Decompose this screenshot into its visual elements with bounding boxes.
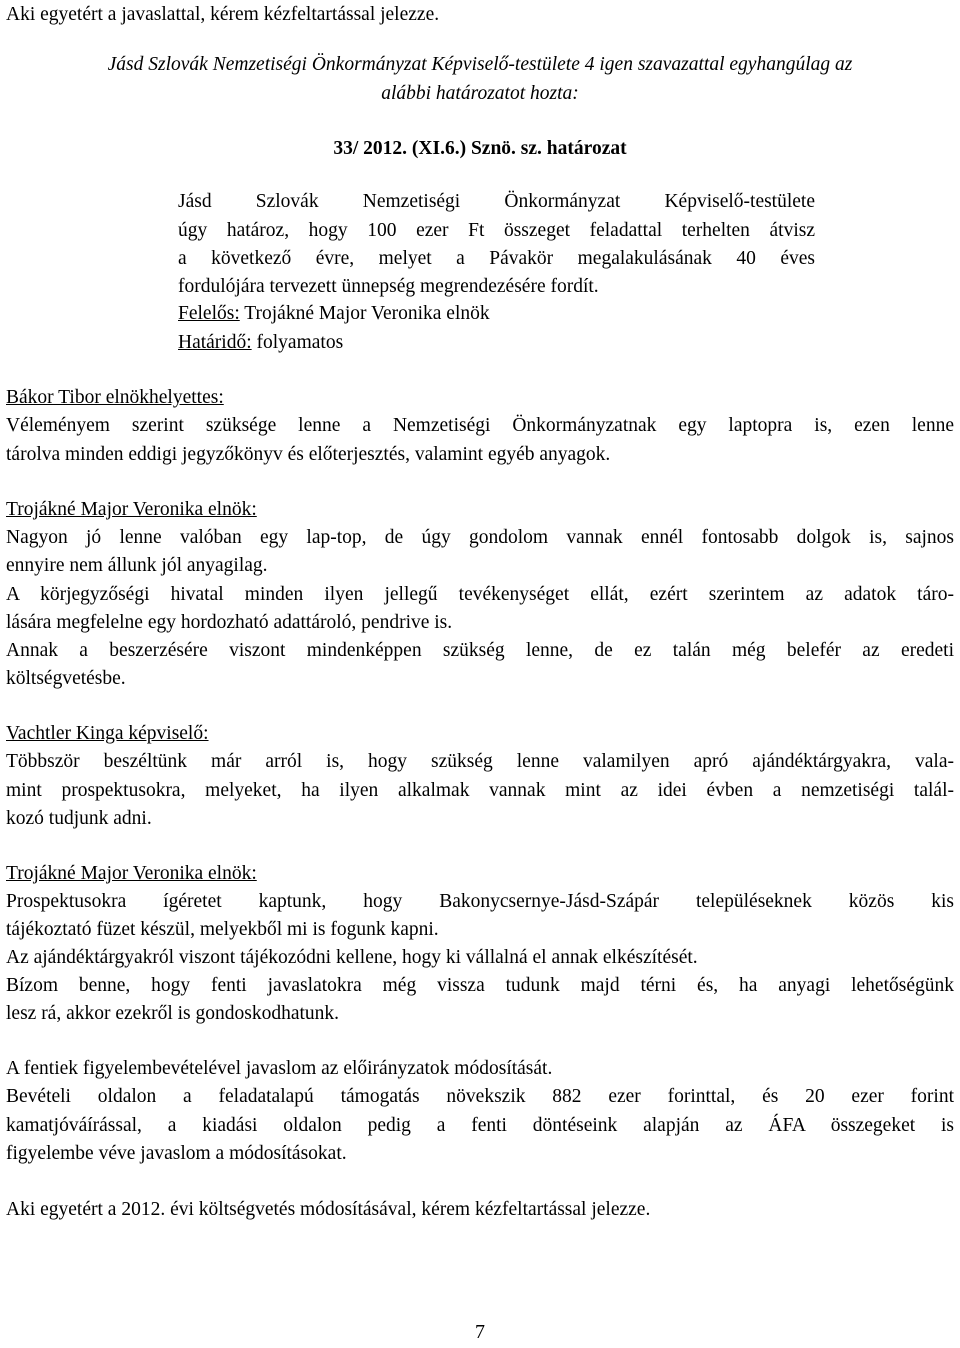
resolution-line: a következő évre, melyet a Pávakör megalakulásának 40 éves: [178, 248, 815, 269]
vote-result-line: Jásd Szlovák Nemzetiségi Önkormányzat Képviselő-testülete 4 igen szavazattal egyhangúlag az: [107, 54, 853, 75]
speech-line: A körjegyzőségi hivatal minden ilyen jellegű tevékenységet ellát, ezért szerintem az adatok táro-: [6, 584, 954, 605]
speech-line: Bevételi oldalon a feladatalapú támogatás növekszik 882 ezer forinttal, és 20 ezer forint: [6, 1086, 954, 1107]
deadline-value: folyamatos: [251, 332, 344, 353]
speech-line: A fentiek figyelembevételével javaslom az előirányzatok módosítását.: [6, 1058, 553, 1079]
intro-line: Aki egyetért a javaslattal, kérem kézfeltartással jelezze.: [6, 4, 440, 25]
speech-line: kozó tudjunk adni.: [6, 808, 152, 829]
speaker-name: Vachtler Kinga képviselő:: [6, 723, 209, 744]
speech-line: ennyire nem állunk jól anyagilag.: [6, 555, 268, 576]
speech-line: Nagyon jó lenne valóban egy lap-top, de úgy gondolom vannak ennél fontosabb dolgok is, sajnos: [6, 527, 954, 548]
responsible-line: [178, 299, 490, 329]
speech-line: figyelembe véve javaslom a módosításokat.: [6, 1143, 347, 1164]
speech-line: költségvetésbe.: [6, 668, 126, 689]
resolution-title: 33/ 2012. (XI.6.) Sznö. sz. határozat: [333, 138, 627, 159]
vote-result-line: alábbi határozatot hozta:: [381, 83, 579, 104]
speech-line: kamatjóváírással, a kiadási oldalon pedig a fenti döntéseink alapján az ÁFA összegeket is: [6, 1115, 954, 1136]
speech-line: Bízom benne, hogy fenti javaslatokra még vissza tudunk majd térni és, ha anyagi lehetőségünk: [6, 975, 954, 996]
speech-line: lesz rá, akkor ezekről is gondoskodhatunk.: [6, 1003, 340, 1024]
speaker-name: Trojákné Major Veronika elnök:: [6, 863, 257, 884]
speech-line: Véleményem szerint szüksége lenne a Nemzetiségi Önkormányzatnak egy laptopra is, ezen lenne: [6, 415, 954, 436]
responsible-value: Trojákné Major Veronika elnök: [239, 303, 490, 324]
speech-line: lására megfelelne egy hordozható adattároló, pendrive is.: [6, 612, 453, 633]
speech-line: Annak a beszerzésére viszont mindenképpen szükség lenne, de ez talán még belefér az eredeti: [6, 640, 954, 661]
speaker-name: Trojákné Major Veronika elnök:: [6, 499, 257, 520]
speech-line: tájékoztató füzet készül, melyekből mi is fogunk kapni.: [6, 919, 439, 940]
resolution-line: fordulójára tervezett ünnepség megrendezésére fordít.: [178, 276, 599, 297]
page-number: 7: [475, 1321, 485, 1343]
deadline-line: [178, 328, 343, 358]
speech-line: Prospektusokra ígéretet kaptunk, hogy Bakonycsernye-Jásd-Szápár településeknek közös kis: [6, 891, 954, 912]
closing-line: Aki egyetért a 2012. évi költségvetés módosításával, kérem kézfeltartással jelezze.: [6, 1199, 651, 1220]
speech-line: tárolva minden eddigi jegyzőkönyv és előterjesztés, valamint egyéb anyagok.: [6, 444, 611, 465]
resolution-line: úgy határoz, hogy 100 ezer Ft összeget feladattal terhelten átvisz: [178, 220, 815, 241]
deadline-label: Határidő:: [178, 332, 252, 353]
resolution-line: Jásd Szlovák Nemzetiségi Önkormányzat Képviselő-testülete: [178, 191, 815, 212]
speech-line: Többször beszéltünk már arról is, hogy szükség lenne valamilyen apró ajándéktárgyakra, vala-: [6, 751, 954, 772]
responsible-label: Felelős:: [178, 303, 240, 324]
speaker-name: Bákor Tibor elnökhelyettes:: [6, 387, 224, 408]
speech-line: Az ajándéktárgyakról viszont tájékozódni kellene, hogy ki vállalná el annak elkészítését.: [6, 947, 698, 968]
speech-line: mint prospektusokra, melyeket, ha ilyen alkalmak vannak mint az idei évben a nemzetiségi talál-: [6, 780, 954, 801]
